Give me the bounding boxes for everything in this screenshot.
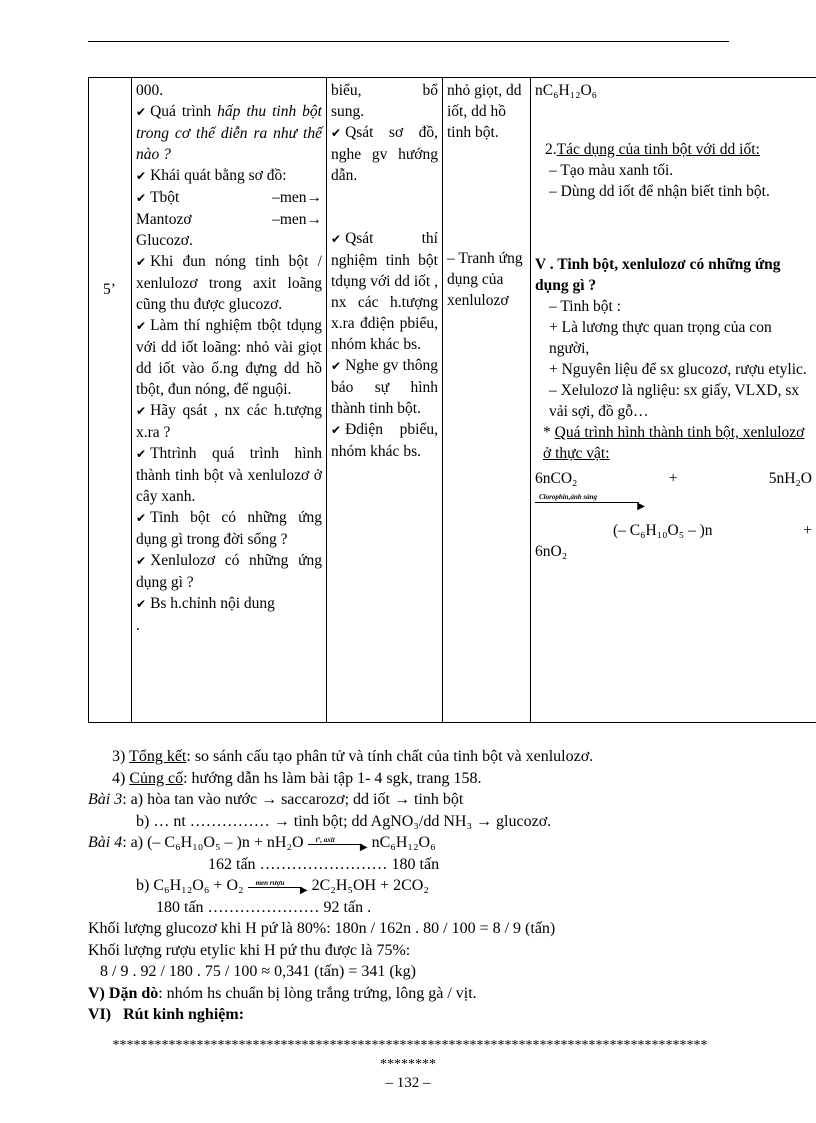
- checklist-item: ✔ Khái quát bằng sơ đồ:: [136, 165, 322, 187]
- exercise-line: b) C₆H₁₂O₆ + O₂ men rượu ▶ 2C₂H₅OH + 2CO₂: [136, 877, 429, 897]
- table-row: [89, 78, 816, 723]
- text-line: nhỏ giọt, dd iốt, dd hồ tinh bột.: [447, 82, 522, 141]
- checklist-item: ✔ Hãy qsát , nx các h.tượng x.ra ?: [136, 400, 322, 443]
- checklist-item: ✔ Nghe gv thông báo sự hình thành tinh bột.: [331, 355, 438, 419]
- checklist-item: ✔ Khi đun nóng tinh bột / xenlulozơ trong axit loãng cũng thu được glucozơ.: [136, 251, 322, 315]
- text-line: – Tạo màu xanh tối.: [549, 162, 674, 179]
- separator-stars: *************************************************************************************: [112, 1038, 708, 1053]
- lesson-table: [88, 77, 816, 723]
- equation-line: 6nO₂: [535, 543, 568, 560]
- teacher-activity-cell: [132, 78, 327, 723]
- student-activity-cell: [327, 78, 443, 723]
- scheme-line: Glucozơ.: [136, 232, 193, 249]
- homework-line: V) Dặn dò: nhóm hs chuẩn bị lòng trắng trứng, lông gà / vịt.: [88, 984, 477, 1002]
- text-line: – Tranh ứng dụng của xenlulozơ: [447, 250, 523, 309]
- text-line: .: [136, 617, 140, 634]
- review-heading: VI) Rút kinh nghiệm:: [88, 1006, 245, 1023]
- lesson-summary: [88, 746, 768, 1026]
- calc-line: Khối lượng glucozơ khi H pứ là 80%: 180n / 162n . 80 / 100 = 8 / 9 (tấn): [88, 920, 556, 937]
- text-line: – Dùng dd iốt để nhận biết tinh bột.: [549, 183, 770, 200]
- equation-line: (– C₆H₁₀O₅ – )n +: [613, 522, 812, 539]
- checklist-item: ✔ Đdiện pbiểu, nhóm khác bs.: [331, 419, 438, 462]
- text-line: 000.: [136, 82, 164, 99]
- header-rule: [88, 41, 729, 42]
- calc-line: 8 / 9 . 92 / 180 . 75 / 100 ≈ 0,341 (tấn) = 341 (kg): [100, 963, 416, 980]
- text-line: – Xelulozơ là ngliệu: sx giấy, VLXD, sx vải sợi, đồ gỗ…: [549, 382, 800, 420]
- checklist-item: ✔ Tinh bột có những ứng dụng gì trong đời sống ?: [136, 507, 322, 550]
- scheme-line: ✔ Tbột –men→: [136, 187, 322, 209]
- summary-line: 3) Tổng kết: so sánh cấu tạo phân tử và tính chất của tinh bột và xenlulozơ.: [112, 748, 594, 765]
- exercise-line: Bài 4: a) (– C₆H₁₀O₅ – )n + nH₂O t°, axit ▶ nC₆H₁₂O₆: [88, 834, 436, 854]
- text-line: + Là lương thực quan trọng của con người,: [549, 319, 772, 357]
- exercise-line: Bài 3: a) hòa tan vào nước → saccarozơ; dd iốt → tinh bột: [88, 791, 464, 808]
- materials-cell: [443, 78, 531, 723]
- section-heading: V . Tinh bột, xenlulozơ có những ứng dụng gì ?: [535, 256, 781, 294]
- equation-line: 6nCO₂ + 5nH₂O: [535, 470, 812, 487]
- checklist-item: ✔ Làm thí nghiệm tbột tdụng với dd iốt loãng: nhỏ vài giọt dd iốt vào ố.ng đựng dd hồ tbột, đun nóng, để nguội.: [136, 315, 322, 400]
- scheme-line: Mantozơ –men→: [136, 211, 322, 228]
- content-cell: [531, 78, 816, 723]
- checklist-item: ✔ Bs h.chỉnh nội dung: [136, 593, 322, 615]
- time-value: 5’: [103, 281, 116, 298]
- exercise-line: 180 tấn ………………… 92 tấn .: [156, 898, 372, 916]
- checklist-item: ✔ Qsát sơ đồ, nghe gv hướng dẫn.: [331, 122, 438, 186]
- text-line: biểu, bổ: [331, 82, 438, 99]
- page-number: – 132 –: [385, 1075, 431, 1091]
- text-line: * Quá trình hình thành tinh bột, xenlulozơ ở thực vật:: [543, 424, 805, 462]
- checklist-item: ✔ Qsát thí nghiệm tinh bột tdụng với dd iốt , nx các h.tượng x.ra đdiện pbiểu, nhóm khác bs.: [331, 228, 438, 355]
- checklist-item: ✔ Xenlulozơ có những ứng dụng gì ?: [136, 550, 322, 593]
- summary-line: 4) Củng cố: hướng dẫn hs làm bài tập 1- 4 sgk, trang 158.: [112, 769, 482, 787]
- reaction-arrow: Clorophin,ánh sáng ▶: [535, 489, 812, 510]
- time-cell: [89, 78, 132, 723]
- exercise-line: 162 tấn …………………… 180 tấn: [208, 855, 440, 873]
- formula: nC₆H₁₂O₆: [535, 82, 598, 99]
- text-line: – Tinh bột :: [549, 298, 621, 315]
- calc-line: Khối lượng rượu etylic khi H pứ thu được là 75%:: [88, 941, 411, 959]
- text-line: + Nguyên liệu để sx glucozơ, rượu etylic.: [549, 361, 807, 378]
- exercise-line: b) … nt …………… → tinh bột; dd AgNO₃/dd NH₃ → glucozơ.: [136, 812, 552, 830]
- checklist-item: ✔ Quá trình hấp thu tinh bột trong cơ thể diễn ra như thế nào ?: [136, 101, 322, 165]
- checklist-item: ✔ Thtrình quá trình hình thành tinh bột và xenlulozơ ở cây xanh.: [136, 443, 322, 507]
- section-heading: 2.Tác dụng của tinh bột với dd iốt:: [545, 141, 760, 158]
- text-line: sung.: [331, 103, 365, 120]
- separator-stars: ********: [380, 1057, 436, 1072]
